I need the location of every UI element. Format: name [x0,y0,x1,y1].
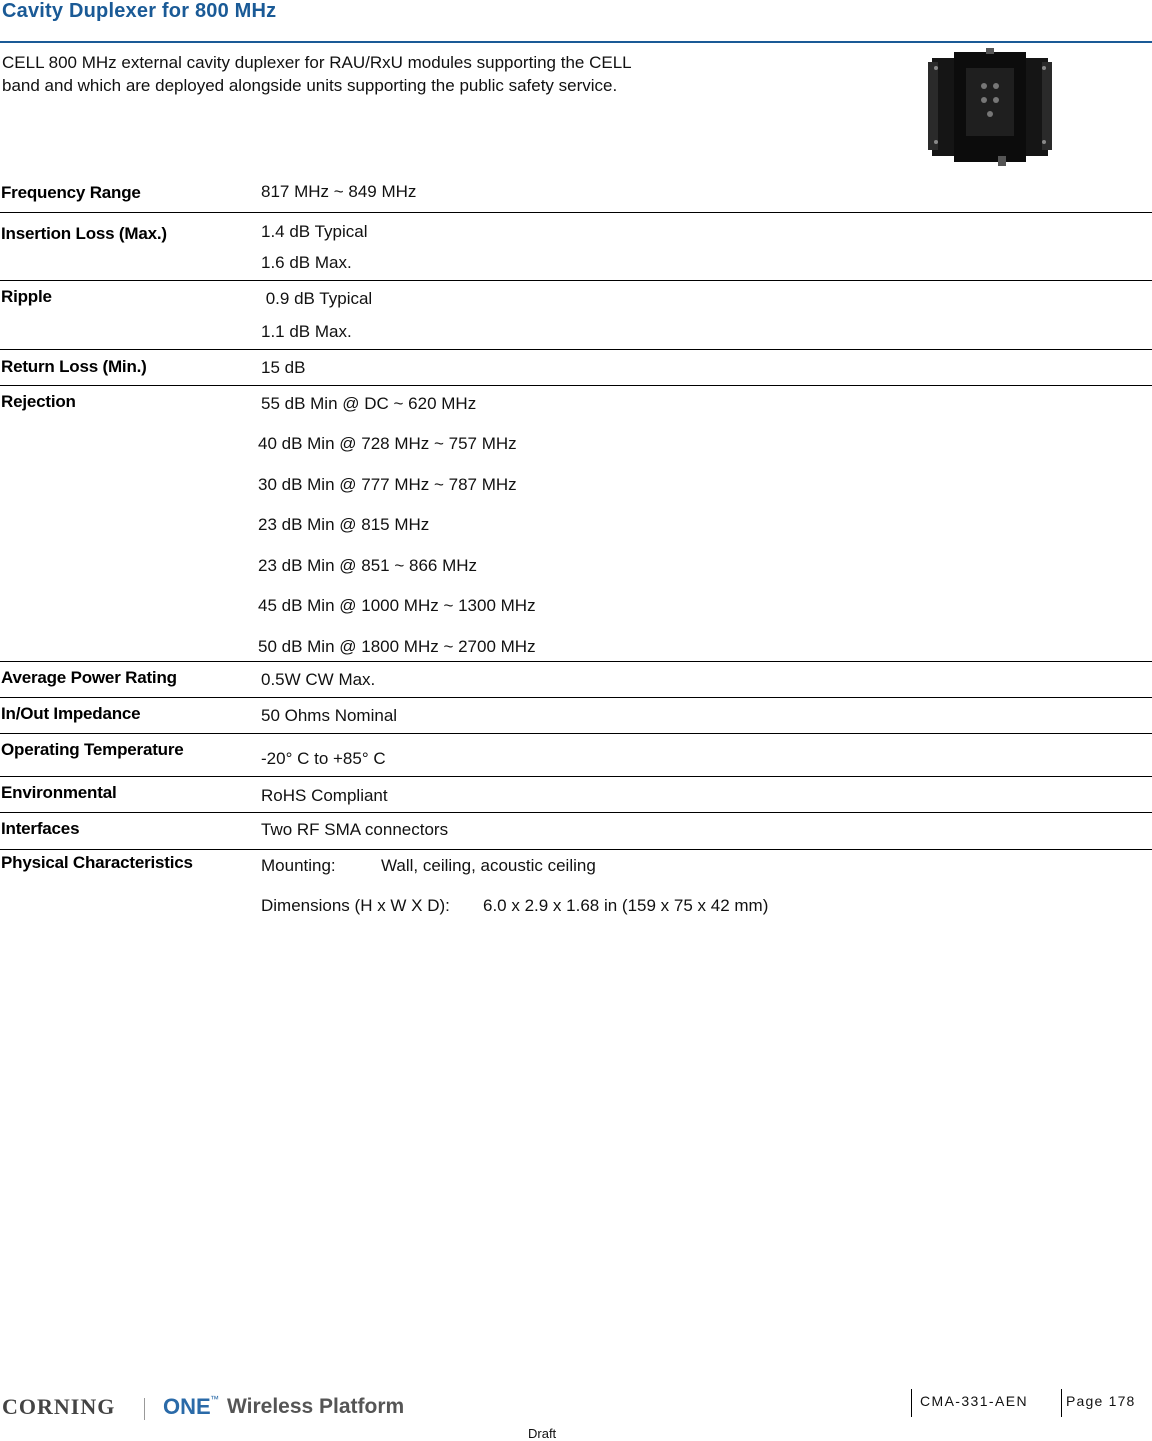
mounting-key: Mounting: [261,856,336,875]
row-divider [0,280,1152,281]
spec-value: Two RF SMA connectors [261,820,449,839]
page-number: Page 178 [1066,1393,1136,1409]
spec-value: 23 dB Min @ 851 ~ 866 MHz [258,556,478,575]
title-divider [0,41,1152,43]
spec-value: -20° C to +85° C [261,749,386,768]
spec-label: Frequency Range [1,183,141,202]
spec-label: Interfaces [1,819,80,838]
intro-line-1: CELL 800 MHz external cavity duplexer for RAU/RxU modules supporting the CELL [2,53,632,72]
row-divider [0,349,1152,350]
dimensions-key: Dimensions (H x W X D): [261,896,450,915]
spec-value: 0.9 dB Typical [261,289,373,308]
footer-divider [1061,1389,1062,1417]
row-divider [0,697,1152,698]
spec-value: 15 dB [261,358,306,377]
mounting-value: Wall, ceiling, acoustic ceiling [381,856,596,875]
trademark-mark: ™ [210,1394,219,1404]
spec-label: Physical Characteristics [1,853,193,872]
duplexer-product-image [926,48,1054,168]
spec-label: Insertion Loss (Max.) [1,224,167,243]
footer-divider [911,1389,912,1417]
spec-value: 817 MHz ~ 849 MHz [261,182,417,201]
spec-value: 1.6 dB Max. [261,253,352,272]
spec-value: 50 dB Min @ 1800 MHz ~ 2700 MHz [258,637,536,656]
spec-value: 45 dB Min @ 1000 MHz ~ 1300 MHz [258,596,536,615]
spec-label: In/Out Impedance [1,704,141,723]
spec-value: 0.5W CW Max. [261,670,376,689]
row-divider [0,733,1152,734]
spec-value: 1.4 dB Typical [261,222,368,241]
spec-value: 23 dB Min @ 815 MHz [258,515,430,534]
section-title: Cavity Duplexer for 800 MHz [2,0,277,22]
draft-label: Draft [528,1426,557,1441]
spec-label: Rejection [1,392,76,411]
spec-value: 1.1 dB Max. [261,322,352,341]
platform-name: Wireless Platform [227,1395,405,1418]
dimensions-value: 6.0 x 2.9 x 1.68 in (159 x 75 x 42 mm) [483,896,769,915]
spec-label: Ripple [1,287,52,306]
spec-label: Operating Temperature [1,740,184,759]
spec-value: 50 Ohms Nominal [261,706,398,725]
corning-logo: CORNING [2,1394,116,1419]
spec-value: 30 dB Min @ 777 MHz ~ 787 MHz [258,475,517,494]
logo-separator [144,1398,145,1420]
row-divider [0,812,1152,813]
row-divider [0,212,1152,213]
spec-value: 40 dB Min @ 728 MHz ~ 757 MHz [258,434,517,453]
row-divider [0,776,1152,777]
row-divider [0,849,1152,850]
intro-paragraph [2,51,802,97]
row-divider [0,661,1152,662]
document-code: CMA-331-AEN [920,1393,1028,1409]
spec-value: RoHS Compliant [261,786,388,805]
one-logo: ONE [163,1394,211,1419]
spec-label: Environmental [1,783,117,802]
spec-value: 55 dB Min @ DC ~ 620 MHz [261,394,477,413]
spec-label: Average Power Rating [1,668,177,687]
row-divider [0,385,1152,386]
spec-label: Return Loss (Min.) [1,357,147,376]
intro-line-2: band and which are deployed alongside units supporting the public safety service. [2,76,618,95]
